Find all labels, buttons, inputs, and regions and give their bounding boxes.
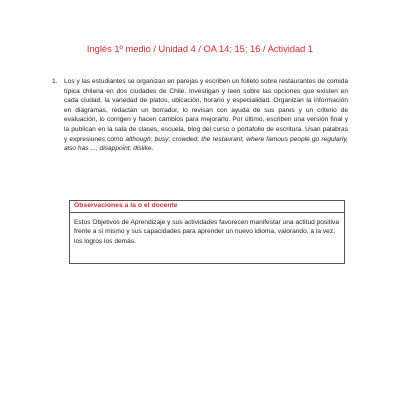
item-number: 1. [52, 78, 58, 85]
observations-text: Estos Objetivos de Aprendizaje y sus actividades favorecen manifestar una actitud positiva frente a sí mismo y sus capacidades para aprender un nuevo idioma, valorando, a la vez, los logros los demás. [74, 219, 339, 245]
page-title: Inglés 1º medio / Unidad 4 / OA 14; 15; 16 / Actividad 1 [86, 44, 314, 54]
activity-list [52, 77, 348, 154]
list-item [52, 77, 348, 154]
item-example-expressions: although; busy; crowded; the restaurant, where famous people go regularly, also has ...; disappoint; dislike. [64, 135, 348, 153]
observations-title: Observaciones a la o el docente [74, 202, 178, 209]
item-text: Los y las estudiantes se organizan en parejas y escriben un folleto sobre restaurantes de comida típica chilena en dos ciudades de Chile. Investigan y leen sobre las opciones que existen en cada ciudad, la variedad de platos, ubicación, horario y especialidad. Organizan la información en diagramas, redactan un borrador, lo revisan con ayuda de sus pares y un criterio de evaluación, lo corrigen y hacen cambios para mejorarlo. Por último, escriben una versión final y la publican en la sala de clases, escuela, blog del curso o portafolio de escritura. Usan palabras y expresiones como [64, 78, 348, 143]
observations-divider [70, 212, 344, 213]
observations-box [69, 200, 345, 264]
